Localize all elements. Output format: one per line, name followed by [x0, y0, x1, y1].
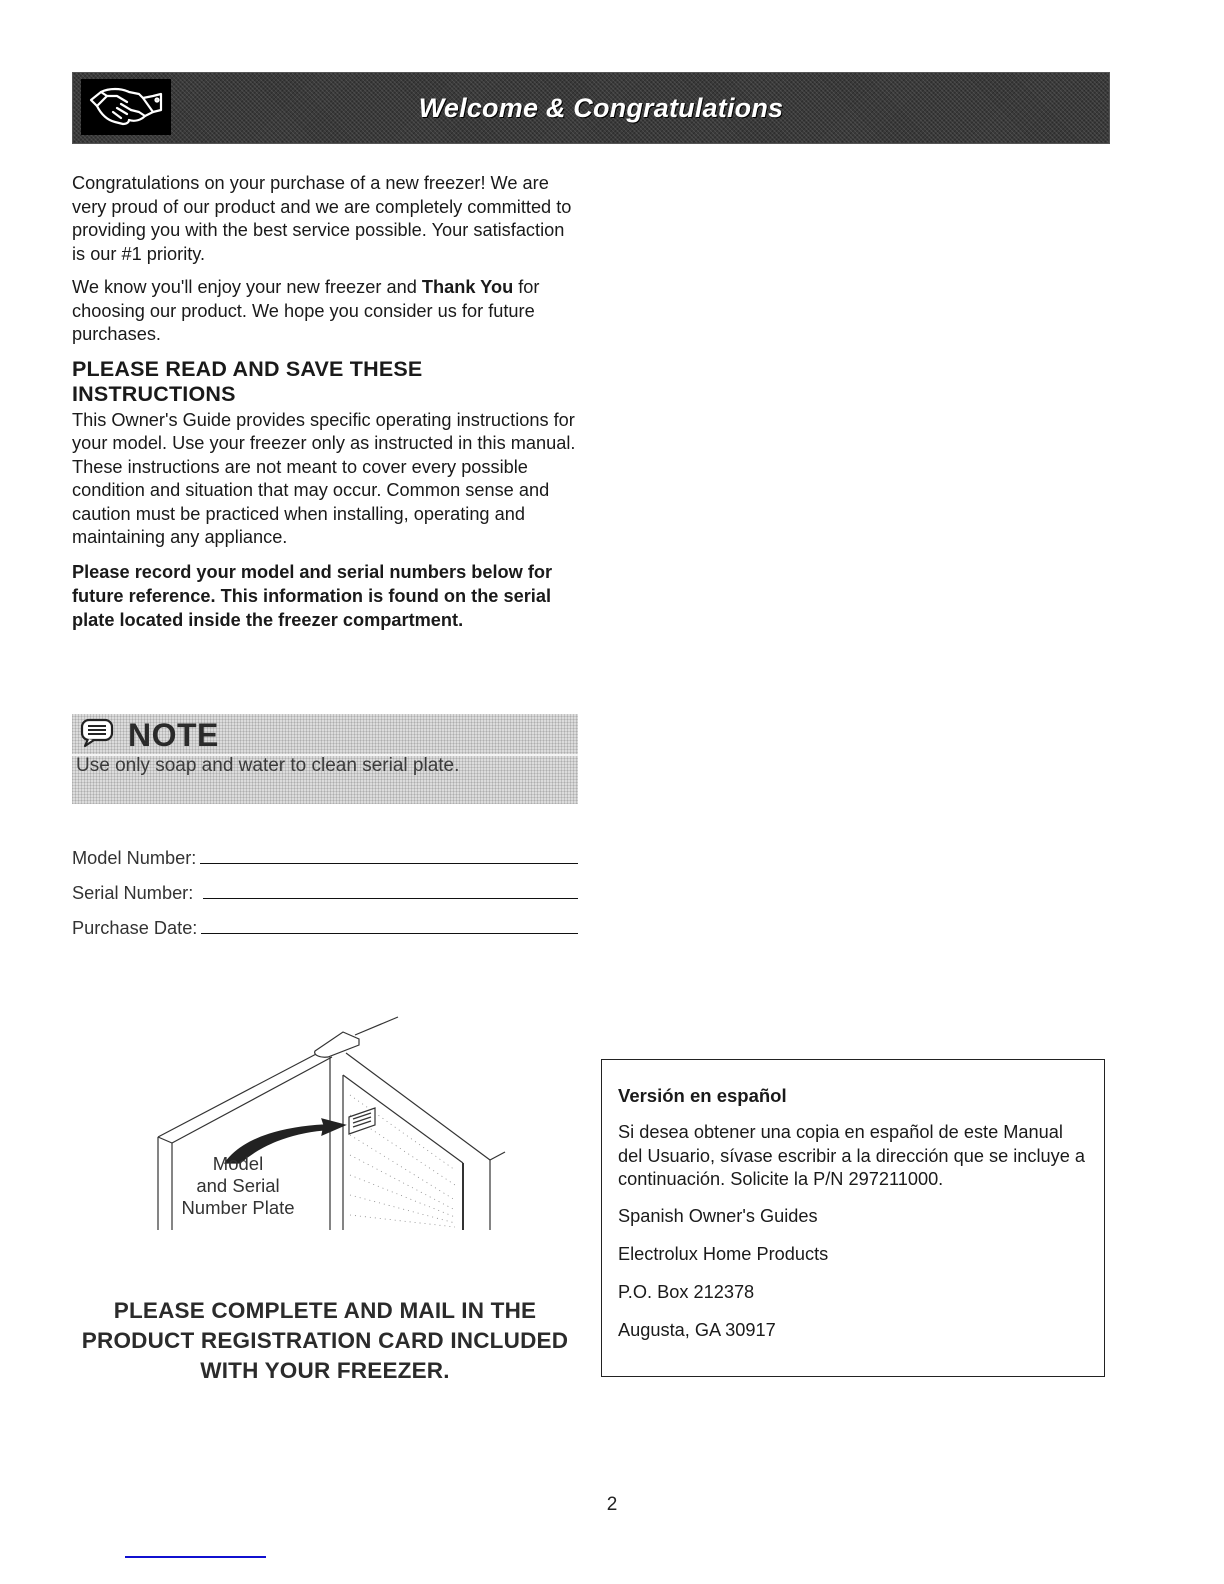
- intro-column: [72, 172, 582, 632]
- cta-line-3: WITH YOUR FREEZER.: [200, 1358, 450, 1383]
- record-form: [72, 834, 578, 939]
- note-box: [72, 714, 578, 804]
- thank-you-paragraph: [72, 276, 582, 347]
- record-notice: Please record your model and serial numbers below for future reference. This information is found on the serial plate located inside the freezer compartment.: [72, 561, 553, 630]
- label-line-1: Model: [212, 1153, 264, 1174]
- spanish-version-box: [601, 1059, 1105, 1377]
- serial-plate-icon: [349, 1108, 375, 1134]
- page-number: 2: [606, 1494, 618, 1515]
- label-line-3: Number Plate: [181, 1197, 295, 1218]
- footer-link-underline[interactable]: [125, 1556, 266, 1558]
- thank-you-text-before: We know you'll enjoy your new freezer and: [72, 277, 422, 297]
- spanish-body: Si desea obtener una copia en español de este Manual del Usuario, sívase escribir a la dirección que se incluye a continuación. Solicite la P/N 297211000.: [618, 1122, 1086, 1189]
- address-line: Spanish Owner's Guides: [618, 1205, 818, 1226]
- purchase-date-field[interactable]: [201, 933, 578, 934]
- purchase-date-label: Purchase Date:: [72, 918, 198, 938]
- cta-line-2: PRODUCT REGISTRATION CARD INCLUDED: [81, 1328, 569, 1353]
- thank-you-text-after: for choosing our product. We hope you consider us for future purchases.: [72, 277, 540, 344]
- serial-plate-diagram: [150, 995, 510, 1235]
- serial-number-field[interactable]: [203, 898, 578, 899]
- address-line: P.O. Box 212378: [618, 1281, 755, 1302]
- label-line-2: and Serial: [196, 1175, 280, 1196]
- instructions-heading: PLEASE READ AND SAVE THESE INSTRUCTIONS: [72, 356, 423, 406]
- note-text: Use only soap and water to clean serial plate.: [76, 755, 460, 776]
- instructions-body: This Owner's Guide provides specific operating instructions for your model. Use your freezer only as instructed in this manual. These instructions are not meant to cover every possible condition and situation that may occur. Common sense and caution must be practiced when installing, operating and maintaining any appliance.: [72, 409, 576, 547]
- serial-plate-label: [168, 1153, 308, 1219]
- intro-paragraph: Congratulations on your purchase of a new freezer! We are very proud of our product and we are completely committed to providing you with the best service possible. Your satisfaction is our #1 priority.: [72, 173, 572, 264]
- spanish-title: Versión en español: [618, 1085, 787, 1106]
- address-line: Augusta, GA 30917: [618, 1319, 776, 1340]
- section-banner: [72, 72, 1110, 144]
- model-number-field[interactable]: [200, 863, 578, 864]
- serial-number-label: Serial Number:: [72, 883, 194, 903]
- cta-line-1: PLEASE COMPLETE AND MAIL IN THE: [113, 1298, 537, 1323]
- serial-number-row: [72, 869, 578, 904]
- model-number-row: [72, 834, 578, 869]
- page-title: Welcome & Congratulations: [418, 93, 784, 123]
- model-number-label: Model Number:: [72, 848, 197, 868]
- registration-call-to-action: [72, 1296, 578, 1386]
- note-header: [80, 718, 219, 752]
- purchase-date-row: [72, 904, 578, 939]
- thank-you-bold: Thank You: [421, 277, 514, 297]
- note-speech-bubble-icon: [80, 718, 114, 753]
- address-line: Electrolux Home Products: [618, 1243, 829, 1264]
- note-title: NOTE: [128, 716, 219, 753]
